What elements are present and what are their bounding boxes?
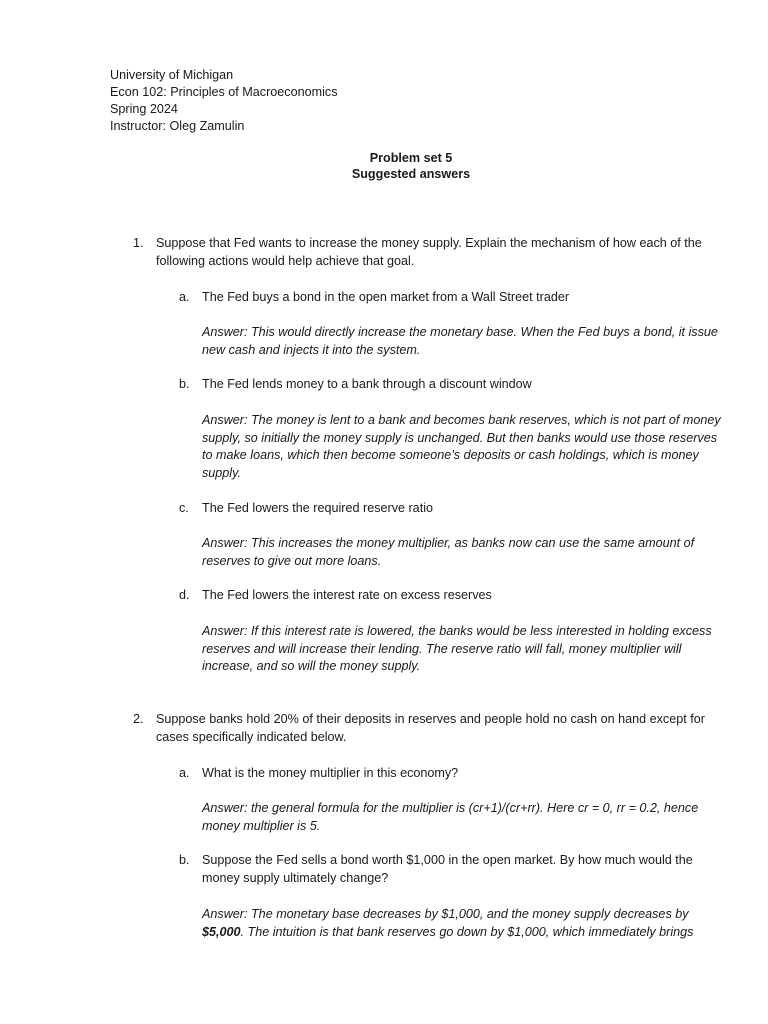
part-letter: b. <box>179 853 190 867</box>
page-title: Problem set 5 <box>369 151 453 165</box>
part-letter: a. <box>179 290 190 304</box>
part-letter: b. <box>179 377 190 391</box>
answer-text: Answer: If this interest rate is lowered, the banks would be less interested in holding excess reserves and will increase their lending. The reserve ratio will fall, money multiplier will increase, and so will the money supply. <box>202 624 712 673</box>
answer-text: Answer: This increases the money multiplier, as banks now can use the same amount of reserves to give out more loans. <box>202 536 695 568</box>
answer-text: Answer: the general formula for the multiplier is (cr+1)/(cr+rr). Here cr = 0, rr = 0.2, hence money multiplier is 5. <box>202 801 699 833</box>
question-number: 1. <box>133 236 144 250</box>
course-name: Econ 102: Principles of Macroeconomics <box>110 85 338 99</box>
answer-text-end: . The intuition is that bank reserves go down by $1,000, which immediately brings <box>240 924 694 939</box>
part-text: The Fed buys a bond in the open market from a Wall Street trader <box>202 290 570 304</box>
page-subtitle: Suggested answers <box>351 167 471 181</box>
part-text: The Fed lends money to a bank through a discount window <box>202 377 532 391</box>
question-number: 2. <box>133 712 144 726</box>
term: Spring 2024 <box>110 102 178 116</box>
answer-text: Answer: The money is lent to a bank and becomes bank reserves, which is not part of money supply, so initially the money supply is unchanged. But then banks would use those reserves to make loans, which then become someone’s deposits or cash holdings, which is money supply. <box>202 413 721 480</box>
part-letter: c. <box>179 501 189 515</box>
question-text: Suppose that Fed wants to increase the money supply. Explain the mechanism of how each of the following actions would help achieve that goal. <box>156 236 702 268</box>
question-text: Suppose banks hold 20% of their deposits in reserves and people hold no cash on hand except for cases specifically indicated below. <box>156 712 705 744</box>
part-text: What is the money multiplier in this economy? <box>202 766 459 780</box>
university-name: University of Michigan <box>110 68 234 82</box>
part-letter: a. <box>179 766 190 780</box>
answer-highlight-amount: $5,000 <box>202 924 241 939</box>
answer-text <box>202 906 722 941</box>
instructor: Instructor: Oleg Zamulin <box>110 119 245 133</box>
part-letter: d. <box>179 588 190 602</box>
part-text: The Fed lowers the required reserve ratio <box>202 501 433 515</box>
answer-text-start: Answer: The monetary base decreases by $1,000, and the money supply decreases by <box>202 907 689 921</box>
answer-text: Answer: This would directly increase the monetary base. When the Fed buys a bond, it issue new cash and injects it into the system. <box>202 325 718 357</box>
part-text: The Fed lowers the interest rate on excess reserves <box>202 588 492 602</box>
part-text: Suppose the Fed sells a bond worth $1,000 in the open market. By how much would the money supply ultimately change? <box>202 853 693 885</box>
